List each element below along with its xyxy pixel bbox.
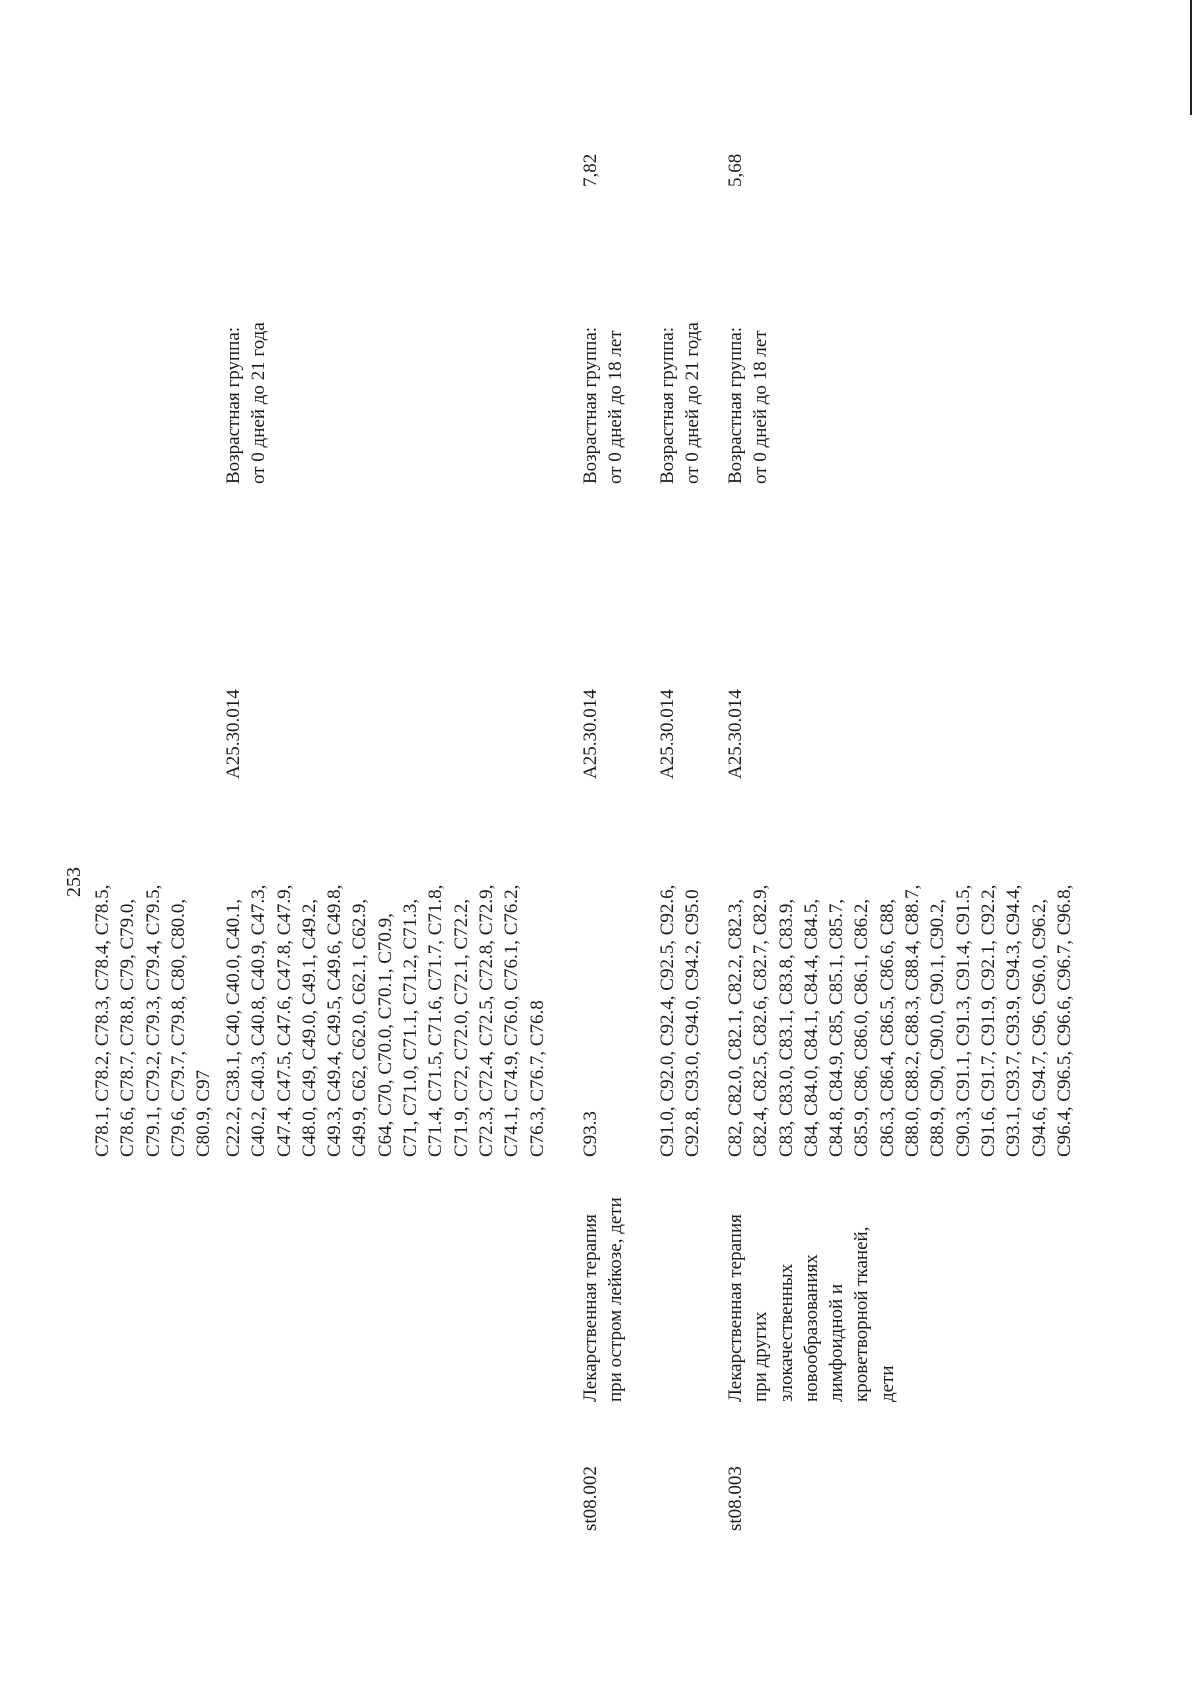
code-line: C93.1, C93.7, C93.9, C94.3, C94.4, xyxy=(1003,884,1025,1157)
code-line: C92.8, C93.0, C94.0, C94.2, C95.0 xyxy=(682,889,704,1157)
code-line: C85.9, C86, C86.0, C86.1, C86.2, xyxy=(851,898,873,1157)
code-line: C93.3 xyxy=(580,1111,601,1157)
c22-service: A25.30.014 xyxy=(223,689,244,779)
name-line: при остром лейкозе, дети xyxy=(605,1197,627,1402)
code-line: C84, C84.0, C84.1, C84.4, C84.5, xyxy=(800,898,822,1157)
code-line: C88.0, C88.2, C88.3, C88.4, C88.7, xyxy=(902,884,924,1157)
continuation-codes xyxy=(90,885,216,1157)
name-line: злокачественных xyxy=(775,1263,797,1402)
code-line: C94.6, C94.7, C96, C96.0, C96.2, xyxy=(1028,898,1050,1157)
code-line: C88.9, C90, C90.0, C90.1, C90.2, xyxy=(927,898,949,1157)
code-line: C79.1, C79.2, C79.3, C79.4, C79.5, xyxy=(142,884,164,1157)
code-line: C72.3, C72.4, C72.5, C72.8, C72.9, xyxy=(475,884,497,1157)
code-line: C71, C71.0, C71.1, C71.2, C71.3, xyxy=(400,898,422,1157)
code-line: C71.4, C71.5, C71.6, C71.7, C71.8, xyxy=(425,884,447,1157)
code-line: C91.0, C92.0, C92.4, C92.5, C92.6, xyxy=(657,884,678,1157)
group-age xyxy=(723,327,774,484)
name-line: при других xyxy=(750,1311,772,1402)
code-line: C78.6, C78.7, C78.8, C79, C79.0, xyxy=(117,898,139,1157)
row-coefficient-st08-003: 5,68 xyxy=(725,153,746,187)
code-line: C22.2, C38.1, C40, C40.0, C40.1, xyxy=(223,898,244,1157)
code-line: C49.9, C62, C62.0, C62.1, C62.9, xyxy=(349,898,371,1157)
code-line: C84.8, C84.9, C85, C85.1, C85.7, xyxy=(826,898,848,1157)
group-age xyxy=(655,322,706,484)
name-line: Лекарственная терапия xyxy=(725,1214,746,1402)
group-service: A25.30.014 xyxy=(580,689,601,779)
code-line: C76.3, C76.7, C76.8 xyxy=(526,1000,548,1157)
code-line: C79.6, C79.7, C79.8, C80, C80.0, xyxy=(167,898,189,1157)
name-line: дети xyxy=(876,1365,898,1402)
row-code-st08-002: st08.002 xyxy=(580,1466,601,1531)
name-line: новообразованиях xyxy=(800,1254,822,1402)
name-line: лимфоидной и xyxy=(826,1283,848,1402)
code-line: C47.4, C47.5, C47.6, C47.8, C47.9, xyxy=(273,884,295,1157)
code-line: C82.4, C82.5, C82.6, C82.7, C82.9, xyxy=(750,884,772,1157)
age-label: Возрастная группа: xyxy=(223,326,244,484)
row-coefficient-st08-002: 7,82 xyxy=(580,153,601,187)
group-codes xyxy=(655,885,706,1157)
code-line: C71.9, C72, C72.0, C72.1, C72.2, xyxy=(450,898,472,1157)
code-line: C82, C82.0, C82.1, C82.2, C82.3, xyxy=(725,898,746,1157)
age-label: Возрастная группа: xyxy=(725,326,746,484)
c22-age xyxy=(221,322,272,484)
code-line: C91.6, C91.7, C91.9, C92.1, C92.2, xyxy=(977,884,999,1157)
age-label: Возрастная группа: xyxy=(657,326,678,484)
group-age xyxy=(578,327,629,484)
age-label: Возрастная группа: xyxy=(580,326,601,484)
name-line: кроветворной тканей, xyxy=(851,1226,873,1402)
code-line: C78.1, C78.2, C78.3, C78.4, C78.5, xyxy=(92,884,113,1157)
code-line: C86.3, C86.4, C86.5, C86.6, C88, xyxy=(876,898,898,1157)
age-range: от 0 дней до 18 лет xyxy=(605,330,627,484)
age-range: от 0 дней до 21 года xyxy=(248,322,270,484)
code-line: C40.2, C40.3, C40.8, C40.9, C47.3, xyxy=(248,884,270,1157)
group-codes xyxy=(578,1111,603,1157)
code-line: C83, C83.0, C83.1, C83.8, C83.9, xyxy=(775,898,797,1157)
code-line: C80.9, C97 xyxy=(193,1069,215,1157)
group-codes xyxy=(723,885,1077,1157)
row-name-st08-002 xyxy=(578,1197,629,1402)
page-number: 253 xyxy=(63,867,85,897)
age-range: от 0 дней до 18 лет xyxy=(750,330,772,484)
row-code-st08-003: st08.003 xyxy=(725,1466,746,1531)
code-line: C90.3, C91.1, C91.3, C91.4, C91.5, xyxy=(952,884,974,1157)
code-line: C74.1, C74.9, C76.0, C76.1, C76.2, xyxy=(501,884,523,1157)
code-line: C64, C70, C70.0, C70.1, C70.9, xyxy=(374,913,396,1157)
name-line: Лекарственная терапия xyxy=(580,1214,601,1402)
age-range: от 0 дней до 21 года xyxy=(682,322,704,484)
c22-codes xyxy=(221,885,550,1157)
group-service: A25.30.014 xyxy=(657,689,678,779)
code-line: C49.3, C49.4, C49.5, C49.6, C49.8, xyxy=(324,884,346,1157)
group-service: A25.30.014 xyxy=(725,689,746,779)
scan-edge-line xyxy=(1190,0,1192,115)
row-name-st08-003 xyxy=(723,1214,900,1402)
code-line: C48.0, C49, C49.0, C49.1, C49.2, xyxy=(298,898,320,1157)
code-line: C96.4, C96.5, C96.6, C96.7, C96.8, xyxy=(1053,884,1075,1157)
